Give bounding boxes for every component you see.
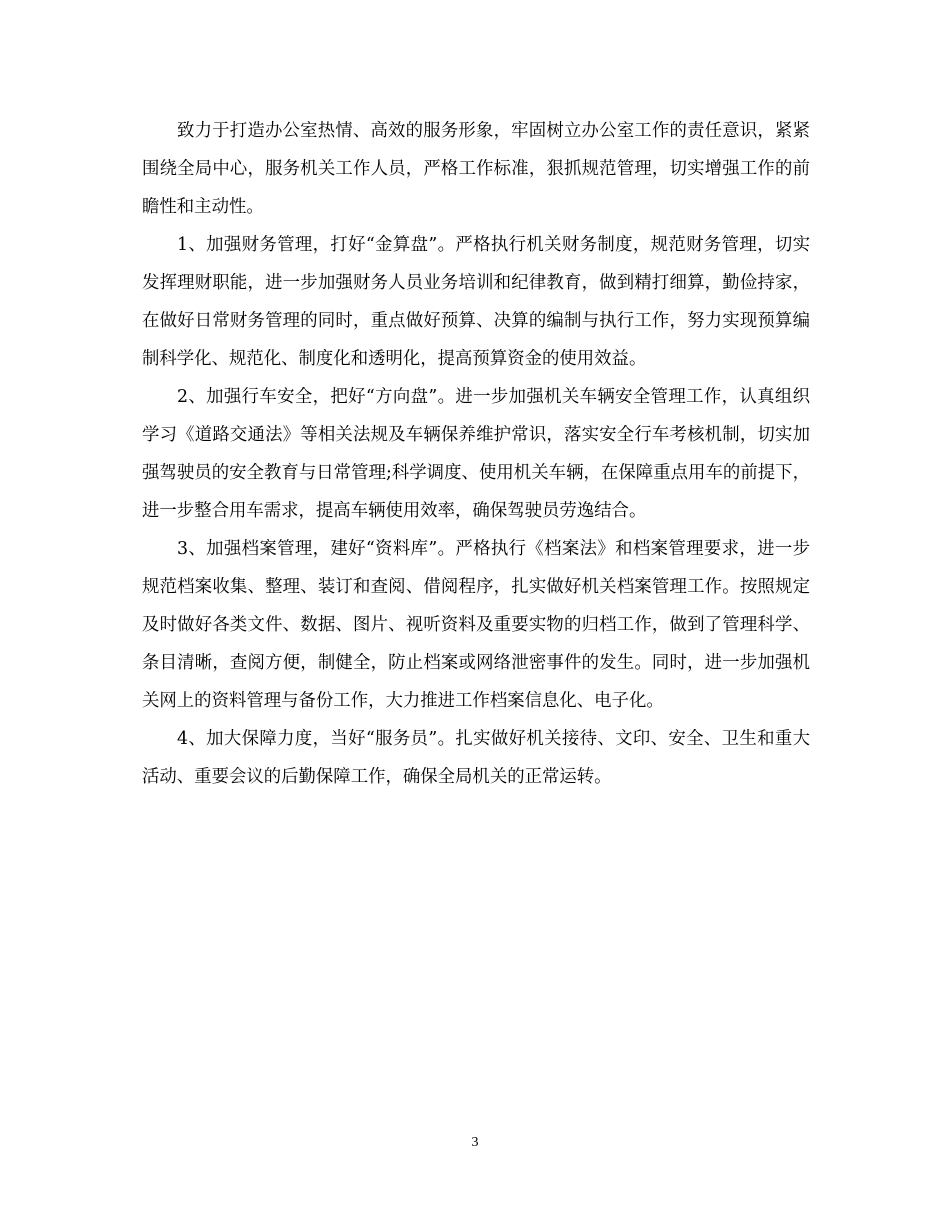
paragraph-archives: 3、加强档案管理，建好“资料库”。严格执行《档案法》和档案管理要求，进一步规范档案收集、整理、装订和查阅、借阅程序，扎实做好机关档案管理工作。按照规定及时做好各类文件、数据、图片、视听资料及重要实物的归档工作，做到了管理科学、条目清晰，查阅方便，制健全，防止档案或网络泄密事件的发生。同时，进一步加强机关网上的资料管理与备份工作，大力推进工作档案信息化、电子化。 <box>142 539 810 711</box>
page-number: 3 <box>471 1135 479 1150</box>
paragraph-finance: 1、加强财务管理，打好“金算盘”。严格执行机关财务制度，规范财务管理，切实发挥理财职能，进一步加强财务人员业务培训和纪律教育，做到精打细算，勤俭持家，在做好日常财务管理的同时，重点做好预算、决算的编制与执行工作，努力实现预算编制科学化、规范化、制度化和透明化，提高预算资金的使用效益。 <box>142 235 810 369</box>
document-body <box>142 112 810 796</box>
paragraph-intro: 致力于打造办公室热情、高效的服务形象，牢固树立办公室工作的责任意识，紧紧围绕全局中心，服务机关工作人员，严格工作标准，狠抓规范管理，切实增强工作的前瞻性和主动性。 <box>142 121 810 217</box>
paragraph-service: 4、加大保障力度，当好“服务员”。扎实做好机关接待、文印、安全、卫生和重大活动、重要会议的后勤保障工作，确保全局机关的正常运转。 <box>142 729 810 787</box>
paragraph-vehicle-safety: 2、加强行车安全，把好“方向盘”。进一步加强机关车辆安全管理工作，认真组织学习《道路交通法》等相关法规及车辆保养维护常识，落实安全行车考核机制，切实加强驾驶员的安全教育与日常管理;科学调度、使用机关车辆，在保障重点用车的前提下，进一步整合用车需求，提高车辆使用效率，确保驾驶员劳逸结合。 <box>142 387 810 521</box>
